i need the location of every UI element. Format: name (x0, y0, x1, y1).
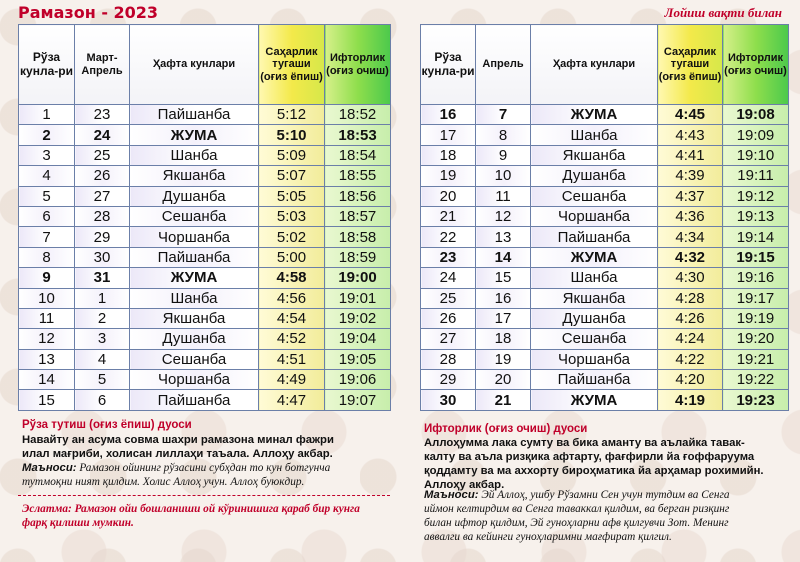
cell-suhoor: 4:45 (658, 105, 723, 125)
meaning-line: аввалги ва кейинги гуноҳларимни мағфират қилгил. (424, 531, 672, 543)
cell-date: 16 (476, 288, 531, 308)
table-body-left (19, 105, 391, 411)
iftar-dua-line: қоддамту ва ма аххорту бироҳматика йа арҳамар рохимийн. (424, 465, 764, 477)
schedule-table-right (420, 24, 789, 411)
cell-iftar: 19:21 (723, 349, 789, 369)
meaning-label: Маъноси: (22, 462, 77, 474)
cell-suhoor: 4:58 (259, 268, 325, 288)
cell-suhoor: 4:51 (259, 349, 325, 369)
cell-suhoor: 4:54 (259, 308, 325, 328)
cell-weekday: Пайшанба (531, 227, 658, 247)
cell-iftar: 19:05 (325, 349, 391, 369)
cell-iftar: 19:10 (723, 145, 789, 165)
table-row (421, 247, 789, 267)
suhoor-dua-line: илал мағриби, холисан лиллаҳи таъала. Аллоҳу акбар. (22, 448, 333, 460)
cell-day: 5 (19, 186, 75, 206)
cell-weekday: Чоршанба (130, 370, 259, 390)
cell-weekday: Шанба (531, 125, 658, 145)
iftar-dua-line: калту ва аъла ризқика афтарту, фағфирли йа ғоффаруума (424, 451, 755, 463)
cell-suhoor: 4:32 (658, 247, 723, 267)
table-row (421, 145, 789, 165)
column-header-date: Апрель (476, 25, 531, 105)
iftar-dua-title: Ифторлик (оғиз очиш) дуоси (424, 423, 588, 435)
column-header-suhoor: Саҳарлик тугаши (оғиз ёпиш) (259, 25, 325, 105)
iftar-dua-meaning (424, 488, 794, 544)
cell-day: 17 (421, 125, 476, 145)
cell-iftar: 19:02 (325, 308, 391, 328)
table-row (19, 186, 391, 206)
table-row (19, 329, 391, 349)
cell-iftar: 18:55 (325, 166, 391, 186)
column-header-day: Рўза кунла-ри (19, 25, 75, 105)
cell-suhoor: 4:43 (658, 125, 723, 145)
cell-suhoor: 5:00 (259, 247, 325, 267)
suhoor-dua-line: Навайту ан асума совма шахри рамазона минал фажри (22, 434, 334, 446)
cell-weekday: Шанба (130, 288, 259, 308)
note-line: Эслатма: Рамазон ойи бошланиши ой кўринишига қараб бир кунга (22, 503, 360, 515)
cell-day: 23 (421, 247, 476, 267)
cell-date: 12 (476, 206, 531, 226)
table-row (421, 105, 789, 125)
iftar-dua-text (424, 436, 794, 492)
cell-iftar: 19:14 (723, 227, 789, 247)
cell-suhoor: 4:49 (259, 370, 325, 390)
cell-weekday: Душанба (531, 166, 658, 186)
cell-iftar: 18:57 (325, 206, 391, 226)
cell-iftar: 18:59 (325, 247, 391, 267)
cell-day: 3 (19, 145, 75, 165)
cell-iftar: 19:04 (325, 329, 391, 349)
cell-suhoor: 5:09 (259, 145, 325, 165)
table-row (19, 288, 391, 308)
cell-day: 30 (421, 390, 476, 410)
meaning-line: билан ифтор қилдим, Эй гуноҳларни афв қилгувчи Зот. Менинг (424, 517, 729, 529)
cell-iftar: 19:22 (723, 370, 789, 390)
table-row (19, 206, 391, 226)
cell-day: 25 (421, 288, 476, 308)
cell-suhoor: 4:28 (658, 288, 723, 308)
cell-iftar: 19:15 (723, 247, 789, 267)
cell-suhoor: 5:07 (259, 166, 325, 186)
cell-suhoor: 4:47 (259, 390, 325, 410)
cell-iftar: 19:17 (723, 288, 789, 308)
column-header-day: Рўза кунла-ри (421, 25, 476, 105)
suhoor-dua-meaning (22, 461, 394, 489)
cell-suhoor: 4:34 (658, 227, 723, 247)
cell-weekday: Сешанба (531, 329, 658, 349)
cell-date: 28 (75, 206, 130, 226)
cell-day: 27 (421, 329, 476, 349)
table-header-row (19, 25, 391, 105)
cell-weekday: ЖУМА (130, 268, 259, 288)
cell-iftar: 19:20 (723, 329, 789, 349)
cell-date: 14 (476, 247, 531, 267)
cell-day: 21 (421, 206, 476, 226)
cell-suhoor: 4:39 (658, 166, 723, 186)
cell-date: 10 (476, 166, 531, 186)
cell-weekday: ЖУМА (531, 390, 658, 410)
cell-date: 4 (75, 349, 130, 369)
table-row (421, 268, 789, 288)
cell-iftar: 19:06 (325, 370, 391, 390)
cell-weekday: Душанба (130, 186, 259, 206)
cell-weekday: Шанба (531, 268, 658, 288)
table-row (19, 227, 391, 247)
table-row (421, 125, 789, 145)
meaning-line: Рамазон ойининг рўзасини субҳдан то кун ботгунча (76, 462, 331, 474)
cell-weekday: Якшанба (531, 288, 658, 308)
cell-weekday: ЖУМА (531, 247, 658, 267)
cell-iftar: 19:08 (723, 105, 789, 125)
cell-day: 9 (19, 268, 75, 288)
divider (18, 495, 390, 496)
cell-iftar: 19:16 (723, 268, 789, 288)
cell-weekday: Душанба (130, 329, 259, 349)
column-header-iftar: Ифторлик (оғиз очиш) (325, 25, 391, 105)
cell-day: 13 (19, 349, 75, 369)
cell-date: 6 (75, 390, 130, 410)
cell-date: 2 (75, 308, 130, 328)
table-row (19, 308, 391, 328)
cell-iftar: 18:52 (325, 105, 391, 125)
iftar-dua-line: Аллоҳумма лака сумту ва бика аманту ва аълайка тавак- (424, 437, 745, 449)
table-header-row (421, 25, 789, 105)
cell-suhoor: 4:24 (658, 329, 723, 349)
cell-date: 13 (476, 227, 531, 247)
table-row (19, 268, 391, 288)
cell-day: 6 (19, 206, 75, 226)
cell-suhoor: 5:02 (259, 227, 325, 247)
cell-iftar: 18:56 (325, 186, 391, 206)
cell-day: 19 (421, 166, 476, 186)
cell-suhoor: 4:41 (658, 145, 723, 165)
cell-iftar: 19:00 (325, 268, 391, 288)
meaning-line: иймон келтирдим ва Сенга таваккал қилдим, ва берган ризқинг (424, 503, 730, 515)
cell-day: 15 (19, 390, 75, 410)
cell-suhoor: 4:56 (259, 288, 325, 308)
cell-iftar: 19:07 (325, 390, 391, 410)
cell-iftar: 19:12 (723, 186, 789, 206)
cell-day: 24 (421, 268, 476, 288)
cell-suhoor: 4:20 (658, 370, 723, 390)
table-row (421, 206, 789, 226)
cell-day: 14 (19, 370, 75, 390)
cell-date: 31 (75, 268, 130, 288)
note-line: фарқ қилиши мумкин. (22, 517, 134, 529)
cell-suhoor: 4:37 (658, 186, 723, 206)
cell-date: 15 (476, 268, 531, 288)
cell-weekday: ЖУМА (130, 125, 259, 145)
table-row (421, 166, 789, 186)
table-row (19, 349, 391, 369)
page-title: Рамазон - 2023 (18, 3, 159, 22)
cell-weekday: Якшанба (531, 145, 658, 165)
table-row (421, 186, 789, 206)
cell-date: 8 (476, 125, 531, 145)
table-body-right (421, 105, 789, 411)
column-header-suhoor: Саҳарлик тугаши (оғиз ёпиш) (658, 25, 723, 105)
cell-iftar: 18:58 (325, 227, 391, 247)
iftar-dua-line: Аллоҳу акбар. (424, 479, 505, 491)
cell-date: 17 (476, 308, 531, 328)
cell-day: 2 (19, 125, 75, 145)
cell-day: 16 (421, 105, 476, 125)
cell-suhoor: 4:19 (658, 390, 723, 410)
cell-date: 3 (75, 329, 130, 349)
table-row (421, 370, 789, 390)
cell-iftar: 19:23 (723, 390, 789, 410)
page-subtitle: Лойиш вақти билан (664, 5, 782, 20)
cell-day: 20 (421, 186, 476, 206)
cell-weekday: Пайшанба (130, 390, 259, 410)
table-row (19, 247, 391, 267)
cell-suhoor: 5:03 (259, 206, 325, 226)
cell-iftar: 19:11 (723, 166, 789, 186)
column-header-weekday: Ҳафта кунлари (130, 25, 259, 105)
cell-day: 11 (19, 308, 75, 328)
cell-suhoor: 4:52 (259, 329, 325, 349)
cell-weekday: Чоршанба (531, 349, 658, 369)
column-header-date: Март-Апрель (75, 25, 130, 105)
cell-suhoor: 4:26 (658, 308, 723, 328)
table-row (19, 125, 391, 145)
cell-weekday: Пайшанба (130, 105, 259, 125)
cell-iftar: 19:19 (723, 308, 789, 328)
schedule-table-left (18, 24, 391, 411)
cell-date: 18 (476, 329, 531, 349)
cell-date: 11 (476, 186, 531, 206)
cell-date: 21 (476, 390, 531, 410)
cell-weekday: Сешанба (531, 186, 658, 206)
cell-date: 9 (476, 145, 531, 165)
cell-day: 10 (19, 288, 75, 308)
cell-day: 1 (19, 105, 75, 125)
cell-weekday: Сешанба (130, 206, 259, 226)
cell-day: 4 (19, 166, 75, 186)
cell-day: 7 (19, 227, 75, 247)
cell-iftar: 18:54 (325, 145, 391, 165)
column-header-weekday: Ҳафта кунлари (531, 25, 658, 105)
cell-weekday: Якшанба (130, 308, 259, 328)
note (22, 502, 394, 530)
cell-suhoor: 4:36 (658, 206, 723, 226)
table-row (421, 288, 789, 308)
meaning-label: Маъноси: (424, 489, 479, 501)
table-row (19, 145, 391, 165)
cell-suhoor: 5:12 (259, 105, 325, 125)
cell-date: 29 (75, 227, 130, 247)
cell-weekday: ЖУМА (531, 105, 658, 125)
cell-date: 23 (75, 105, 130, 125)
cell-date: 27 (75, 186, 130, 206)
cell-day: 18 (421, 145, 476, 165)
suhoor-dua-text (22, 433, 394, 461)
table-row (19, 390, 391, 410)
cell-suhoor: 4:30 (658, 268, 723, 288)
cell-suhoor: 4:22 (658, 349, 723, 369)
cell-weekday: Пайшанба (130, 247, 259, 267)
cell-date: 25 (75, 145, 130, 165)
cell-date: 19 (476, 349, 531, 369)
cell-day: 8 (19, 247, 75, 267)
cell-weekday: Душанба (531, 308, 658, 328)
cell-date: 20 (476, 370, 531, 390)
cell-iftar: 18:53 (325, 125, 391, 145)
meaning-line: тутмоқни ният қилдим. Холис Аллоҳ учун. Аллоҳ буюкдир. (22, 476, 305, 488)
cell-weekday: Шанба (130, 145, 259, 165)
cell-suhoor: 5:05 (259, 186, 325, 206)
cell-date: 1 (75, 288, 130, 308)
cell-weekday: Пайшанба (531, 370, 658, 390)
suhoor-dua-title: Рўза тутиш (оғиз ёпиш) дуоси (22, 419, 192, 431)
cell-day: 12 (19, 329, 75, 349)
cell-weekday: Якшанба (130, 166, 259, 186)
meaning-line: Эй Аллоҳ, ушбу Рўзамни Сен учун тутдим ва Сенга (478, 489, 730, 501)
table-row (421, 390, 789, 410)
cell-suhoor: 5:10 (259, 125, 325, 145)
cell-date: 26 (75, 166, 130, 186)
table-row (19, 370, 391, 390)
cell-day: 29 (421, 370, 476, 390)
cell-weekday: Сешанба (130, 349, 259, 369)
table-row (19, 105, 391, 125)
cell-date: 30 (75, 247, 130, 267)
cell-date: 7 (476, 105, 531, 125)
cell-date: 5 (75, 370, 130, 390)
cell-day: 22 (421, 227, 476, 247)
table-row (421, 349, 789, 369)
table-row (19, 166, 391, 186)
cell-iftar: 19:09 (723, 125, 789, 145)
cell-day: 26 (421, 308, 476, 328)
column-header-iftar: Ифторлик (оғиз очиш) (723, 25, 789, 105)
cell-date: 24 (75, 125, 130, 145)
cell-iftar: 19:13 (723, 206, 789, 226)
table-row (421, 308, 789, 328)
cell-weekday: Чоршанба (130, 227, 259, 247)
table-row (421, 329, 789, 349)
table-row (421, 227, 789, 247)
cell-weekday: Чоршанба (531, 206, 658, 226)
cell-iftar: 19:01 (325, 288, 391, 308)
cell-day: 28 (421, 349, 476, 369)
